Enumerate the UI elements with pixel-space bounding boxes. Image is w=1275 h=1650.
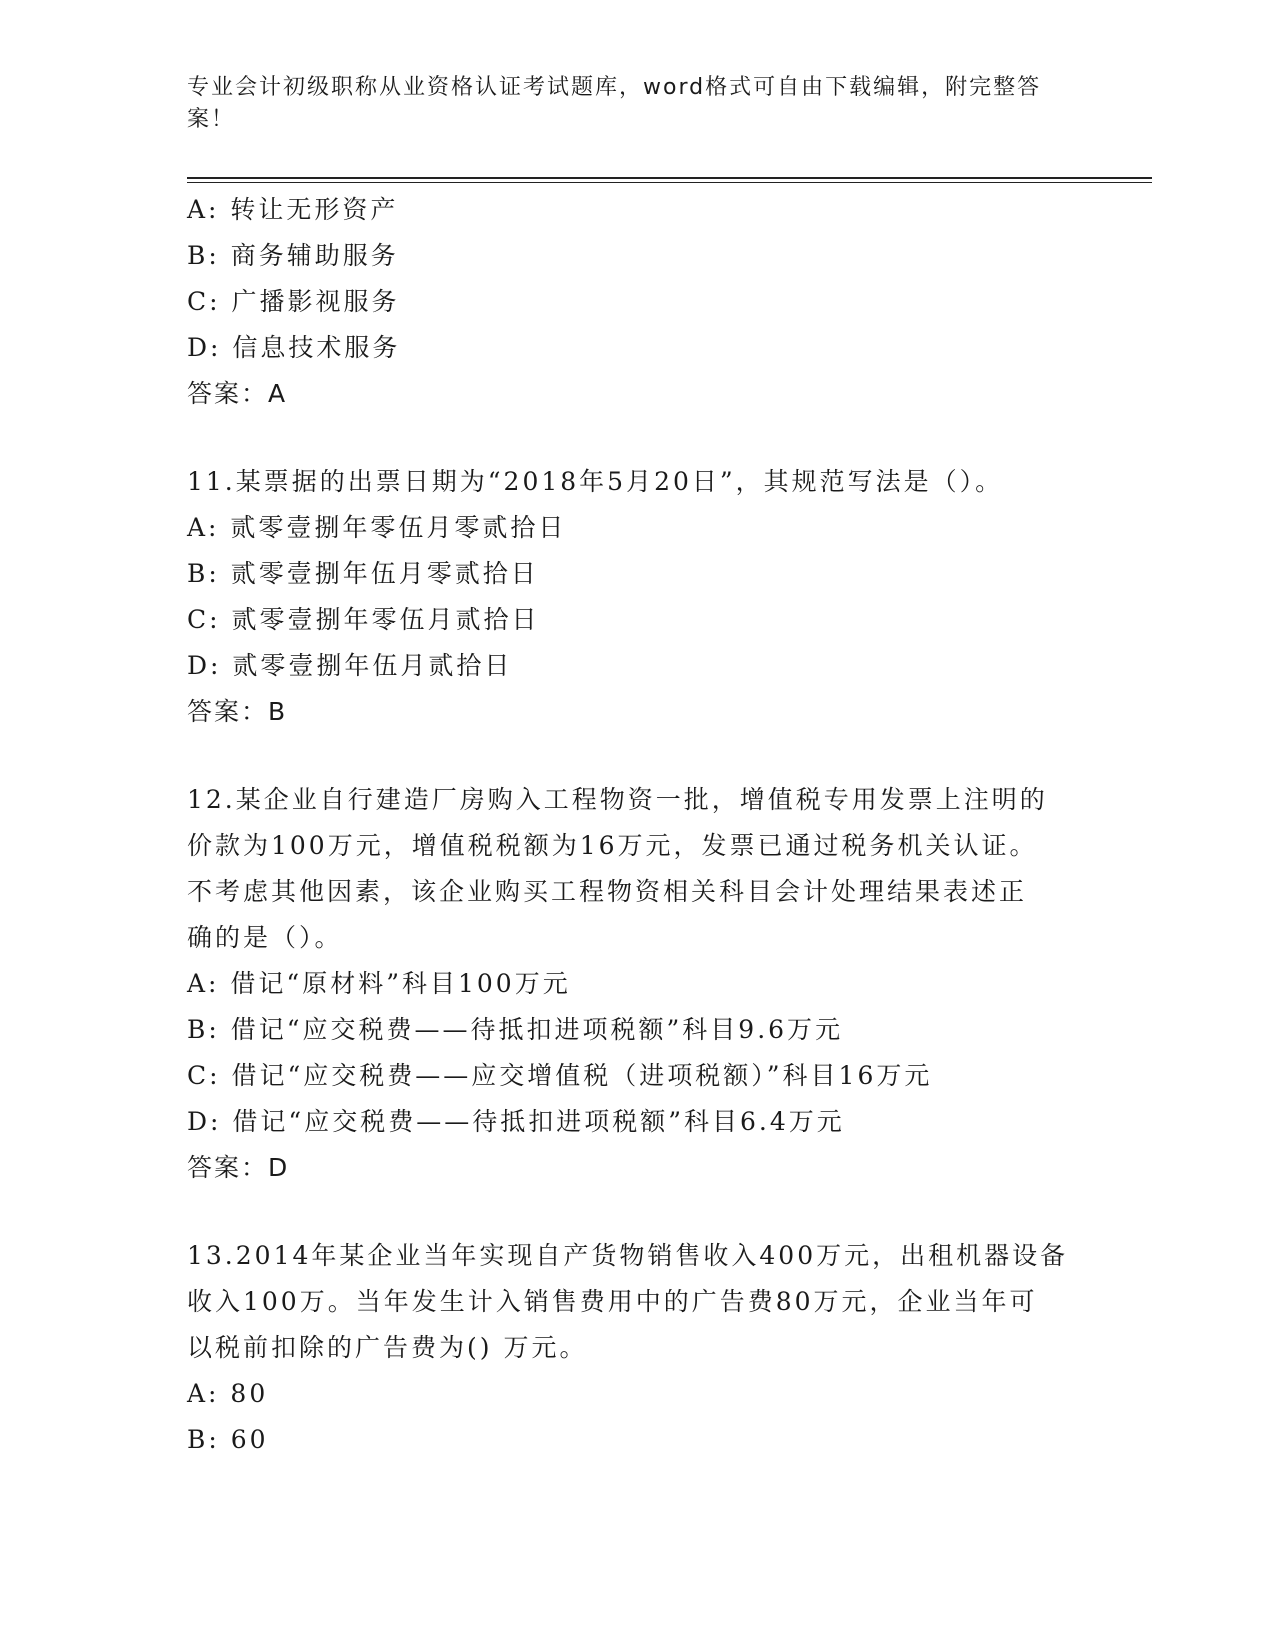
- answer-line: 答案：B: [187, 697, 288, 726]
- question-12: [187, 777, 1087, 1191]
- option-c: C: 借记“应交税费——应交增值税（进项税额）”科目16万元: [187, 1061, 933, 1090]
- option-d: D: 贰零壹捌年伍月贰拾日: [187, 651, 513, 680]
- option-b: B: 借记“应交税费——待抵扣进项税额”科目9.6万元: [187, 1015, 844, 1044]
- header-divider-thin: [187, 182, 1152, 183]
- option-d: D: 信息技术服务: [187, 333, 401, 362]
- question-spacer: [187, 735, 1087, 777]
- option-b: B: 贰零壹捌年伍月零贰拾日: [187, 559, 539, 588]
- question-spacer: [187, 417, 1087, 459]
- option-a: A: 80: [187, 1379, 269, 1408]
- option-d: D: 借记“应交税费——待抵扣进项税额”科目6.4万元: [187, 1107, 845, 1136]
- option-b: B: 60: [187, 1425, 269, 1454]
- question-10: [187, 187, 1087, 417]
- question-list: [187, 187, 1087, 1463]
- question-stem-line-2: 收入100万。当年发生计入销售费用中的广告费80万元，企业当年可: [187, 1287, 1038, 1316]
- answer-line: 答案：D: [187, 1153, 290, 1182]
- option-a: A: 贰零壹捌年零伍月零贰拾日: [187, 513, 567, 542]
- header-divider-thick: [187, 177, 1152, 179]
- question-stem-line-2: 价款为100万元，增值税税额为16万元，发票已通过税务机关认证。: [187, 831, 1038, 860]
- option-a: A: 借记“原材料”科目100万元: [187, 969, 571, 998]
- question-stem-line-3: 以税前扣除的广告费为() 万元。: [187, 1333, 588, 1362]
- question-stem: 11.某票据的出票日期为“2018年5月20日”，其规范写法是（）。: [187, 467, 1004, 496]
- option-c: C: 贰零壹捌年零伍月贰拾日: [187, 605, 540, 634]
- answer-line: 答案：A: [187, 379, 288, 408]
- question-11: [187, 459, 1087, 735]
- header-line-2: 案！: [187, 107, 236, 132]
- question-spacer: [187, 1191, 1087, 1233]
- option-c: C: 广播影视服务: [187, 287, 400, 316]
- question-13: [187, 1233, 1087, 1463]
- option-b: B: 商务辅助服务: [187, 241, 399, 270]
- question-stem-line-4: 确的是（）。: [187, 923, 343, 952]
- header-line-1: 专业会计初级职称从业资格认证考试题库，word格式可自由下载编辑，附完整答: [187, 75, 1042, 100]
- question-stem-line-1: 13.2014年某企业当年实现自产货物销售收入400万元，出租机器设备: [187, 1241, 1069, 1270]
- option-a: A: 转让无形资产: [187, 195, 399, 224]
- question-stem-line-1: 12.某企业自行建造厂房购入工程物资一批，增值税专用发票上注明的: [187, 785, 1048, 814]
- document-header: [187, 72, 1067, 136]
- question-stem-line-3: 不考虑其他因素，该企业购买工程物资相关科目会计处理结果表述正: [187, 877, 1028, 906]
